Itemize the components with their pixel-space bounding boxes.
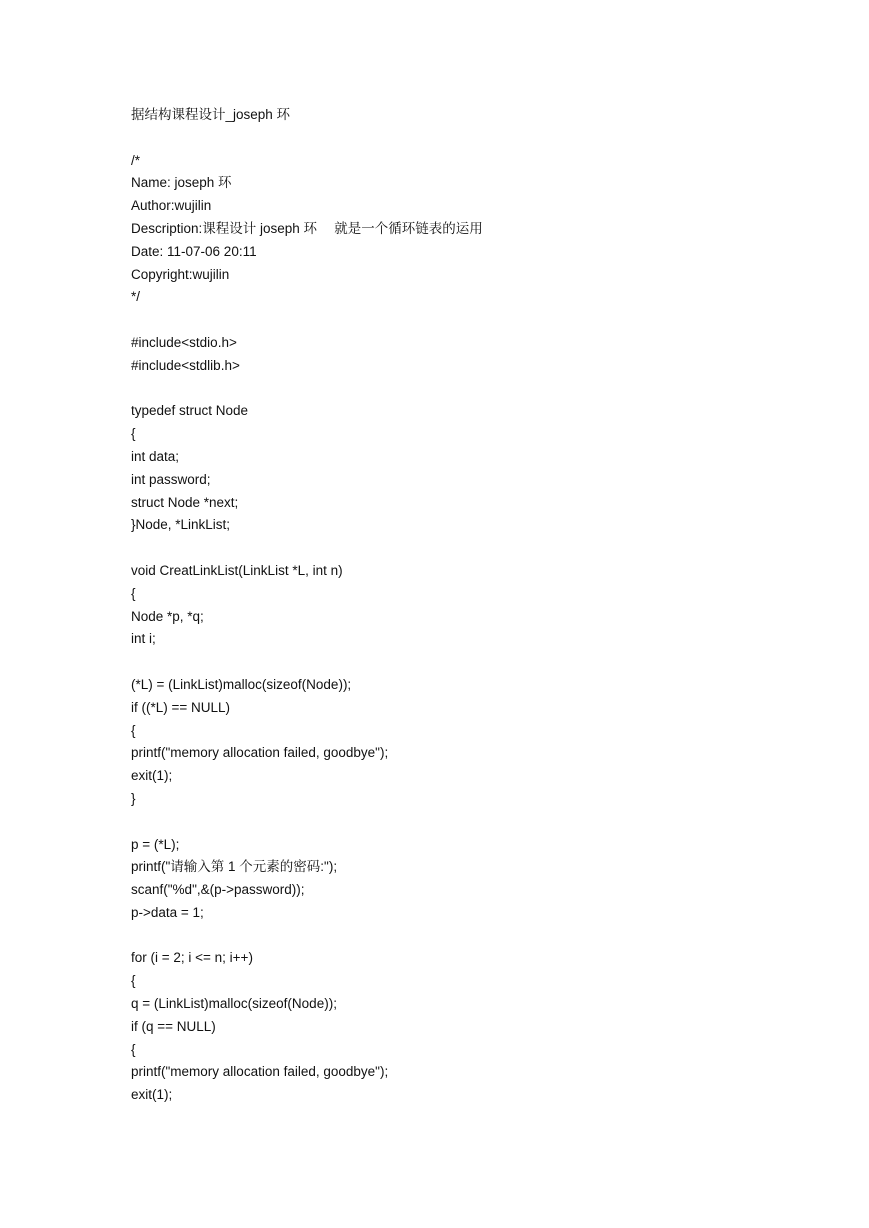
code-line: exit(1); [131, 1087, 173, 1103]
blank-line [131, 378, 831, 401]
code-line: printf("请输入第 1 个元素的密码:"); [131, 859, 338, 875]
blank-line [131, 651, 831, 674]
document-title: 据结构课程设计_joseph 环 [131, 107, 291, 122]
code-line: typedef struct Node [131, 403, 249, 419]
code-line: { [131, 426, 136, 442]
code-line: Name: joseph 环 [131, 175, 232, 191]
code-line: { [131, 585, 136, 601]
code-line: int password; [131, 471, 211, 487]
code-line: */ [131, 289, 141, 305]
code-line: }Node, *LinkList; [131, 517, 231, 533]
blank-line [131, 309, 831, 332]
blank-line [131, 537, 831, 560]
blank-line [131, 811, 831, 834]
blank-line [131, 925, 831, 948]
code-line: for (i = 2; i <= n; i++) [131, 950, 253, 966]
code-line: exit(1); [131, 768, 173, 784]
code-line: { [131, 1041, 136, 1057]
code-line: Author:wujilin [131, 198, 212, 214]
code-listing [131, 150, 831, 1107]
blank-line [131, 127, 831, 150]
code-line: printf("memory allocation failed, goodbye"); [131, 745, 389, 761]
code-line: p = (*L); [131, 836, 180, 852]
code-line: } [131, 790, 136, 806]
code-line: if (q == NULL) [131, 1018, 216, 1034]
code-line: scanf("%d",&(p->password)); [131, 882, 305, 898]
code-line: p->data = 1; [131, 904, 204, 920]
code-line: int i; [131, 631, 156, 647]
code-line: int data; [131, 448, 180, 464]
code-line: Copyright:wujilin [131, 266, 230, 282]
code-line: Description:课程设计 joseph 环 就是一个循环链表的运用 [131, 220, 483, 236]
code-line: { [131, 973, 136, 989]
code-line: void CreatLinkList(LinkList *L, int n) [131, 562, 343, 578]
code-line: #include<stdio.h> [131, 334, 237, 350]
code-line: Node *p, *q; [131, 608, 204, 624]
code-line: if ((*L) == NULL) [131, 699, 231, 715]
code-line: q = (LinkList)malloc(sizeof(Node)); [131, 996, 337, 1012]
code-line: (*L) = (LinkList)malloc(sizeof(Node)); [131, 676, 352, 692]
code-line: /* [131, 152, 141, 168]
code-line: struct Node *next; [131, 494, 239, 510]
document-body [131, 104, 831, 1107]
code-line: { [131, 722, 136, 738]
code-line: #include<stdlib.h> [131, 357, 240, 373]
code-line: Date: 11-07-06 20:11 [131, 243, 257, 259]
code-line: printf("memory allocation failed, goodbye"); [131, 1064, 389, 1080]
